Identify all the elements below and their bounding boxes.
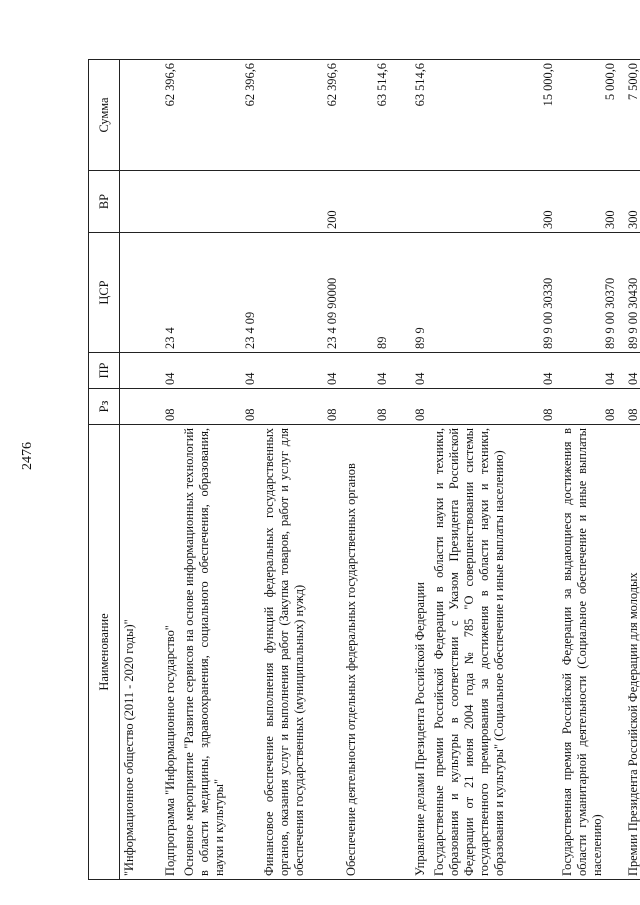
- row-pr: 04: [392, 353, 430, 389]
- header-csr: ЦСР: [89, 233, 120, 353]
- row-rz: [120, 389, 142, 425]
- row-sum: 15 000,0: [430, 60, 558, 171]
- row-name: Управление делами Президента Российской Федерации: [392, 425, 430, 880]
- row-rz: 08: [142, 389, 180, 425]
- table-row: [558, 60, 620, 880]
- row-pr: 04: [430, 353, 558, 389]
- row-pr: 04: [342, 353, 392, 389]
- row-vr: 200: [260, 171, 342, 233]
- row-sum: 62 396,6: [180, 60, 260, 171]
- row-rz: 08: [342, 389, 392, 425]
- row-csr: 89 9 00 30330: [430, 233, 558, 353]
- row-vr: [120, 171, 142, 233]
- table-row: [260, 60, 342, 880]
- row-vr: 300: [430, 171, 558, 233]
- row-csr: 89: [342, 233, 392, 353]
- header-rz: Рз: [89, 389, 120, 425]
- row-name: Финансовое обеспечение выполнения функций федеральных государственных органов, оказания услуг и выполнения работ (Закупка товаров, работ и услуг для обеспечения государственных (муниципальных) нужд): [260, 425, 342, 880]
- row-csr: 23 4: [142, 233, 180, 353]
- row-rz: 08: [430, 389, 558, 425]
- row-rz: 08: [620, 389, 640, 425]
- row-sum: 63 514,6: [342, 60, 392, 171]
- table-row: [180, 60, 260, 880]
- row-sum: 63 514,6: [392, 60, 430, 171]
- table-row: [120, 60, 142, 880]
- row-name: Обеспечение деятельности отдельных федеральных государственных органов: [342, 425, 392, 880]
- row-name: Государственная премия Российской Федерации за выдающиеся достижения в области гуманитарной деятельности (Социальное обеспечение и иные выплаты населению): [558, 425, 620, 880]
- table-header-row: [89, 60, 120, 880]
- row-csr: 23 4 09: [180, 233, 260, 353]
- row-vr: 300: [558, 171, 620, 233]
- row-rz: 08: [180, 389, 260, 425]
- row-pr: 04: [180, 353, 260, 389]
- page-number: 2476: [20, 442, 35, 470]
- header-sum: Сумма: [89, 60, 120, 171]
- row-rz: 08: [392, 389, 430, 425]
- row-sum: 62 396,6: [260, 60, 342, 171]
- row-csr: 89 9 00 30370: [558, 233, 620, 353]
- row-pr: 04: [558, 353, 620, 389]
- row-name: "Информационное общество (2011 - 2020 годы)": [120, 425, 142, 880]
- row-sum: 62 396,6: [142, 60, 180, 171]
- row-vr: [142, 171, 180, 233]
- row-sum: 7 500,0: [620, 60, 640, 171]
- row-vr: [392, 171, 430, 233]
- row-name: Премии Президента Российской Федерации для молодых: [620, 425, 640, 880]
- row-rz: 08: [558, 389, 620, 425]
- row-csr: 89 9 00 30430: [620, 233, 640, 353]
- row-vr: [342, 171, 392, 233]
- row-pr: 04: [620, 353, 640, 389]
- row-csr: 89 9: [392, 233, 430, 353]
- table-row: [142, 60, 180, 880]
- row-vr: 300: [620, 171, 640, 233]
- row-sum: [120, 60, 142, 171]
- row-vr: [180, 171, 260, 233]
- row-pr: [120, 353, 142, 389]
- row-csr: [120, 233, 142, 353]
- table-row: [620, 60, 640, 880]
- row-csr: 23 4 09 90000: [260, 233, 342, 353]
- table-row: [342, 60, 392, 880]
- row-pr: 04: [142, 353, 180, 389]
- rotated-page: [88, 60, 640, 880]
- budget-table: [88, 59, 640, 880]
- row-sum: 5 000,0: [558, 60, 620, 171]
- row-name: Государственные премии Российской Федерации в области науки и техники, образования и культуры в соответствии с Указом Президента Российской Федерации от 21 июня 2004 года № 785 "О совершенствовании системы государственного премирования за достижения в области науки и техники, образования и культуры" (Социальное обеспечение и иные выплаты населению): [430, 425, 558, 880]
- header-vr: ВР: [89, 171, 120, 233]
- row-name: Подпрограмма "Информационное государство": [142, 425, 180, 880]
- table-row: [430, 60, 558, 880]
- header-name: Наименование: [89, 425, 120, 880]
- row-pr: 04: [260, 353, 342, 389]
- row-rz: 08: [260, 389, 342, 425]
- row-name: Основное мероприятие "Развитие сервисов на основе информационных технологий в области медицины, здравоохранения, социального обеспечения, образования, науки и культуры": [180, 425, 260, 880]
- header-pr: ПР: [89, 353, 120, 389]
- table-row: [392, 60, 430, 880]
